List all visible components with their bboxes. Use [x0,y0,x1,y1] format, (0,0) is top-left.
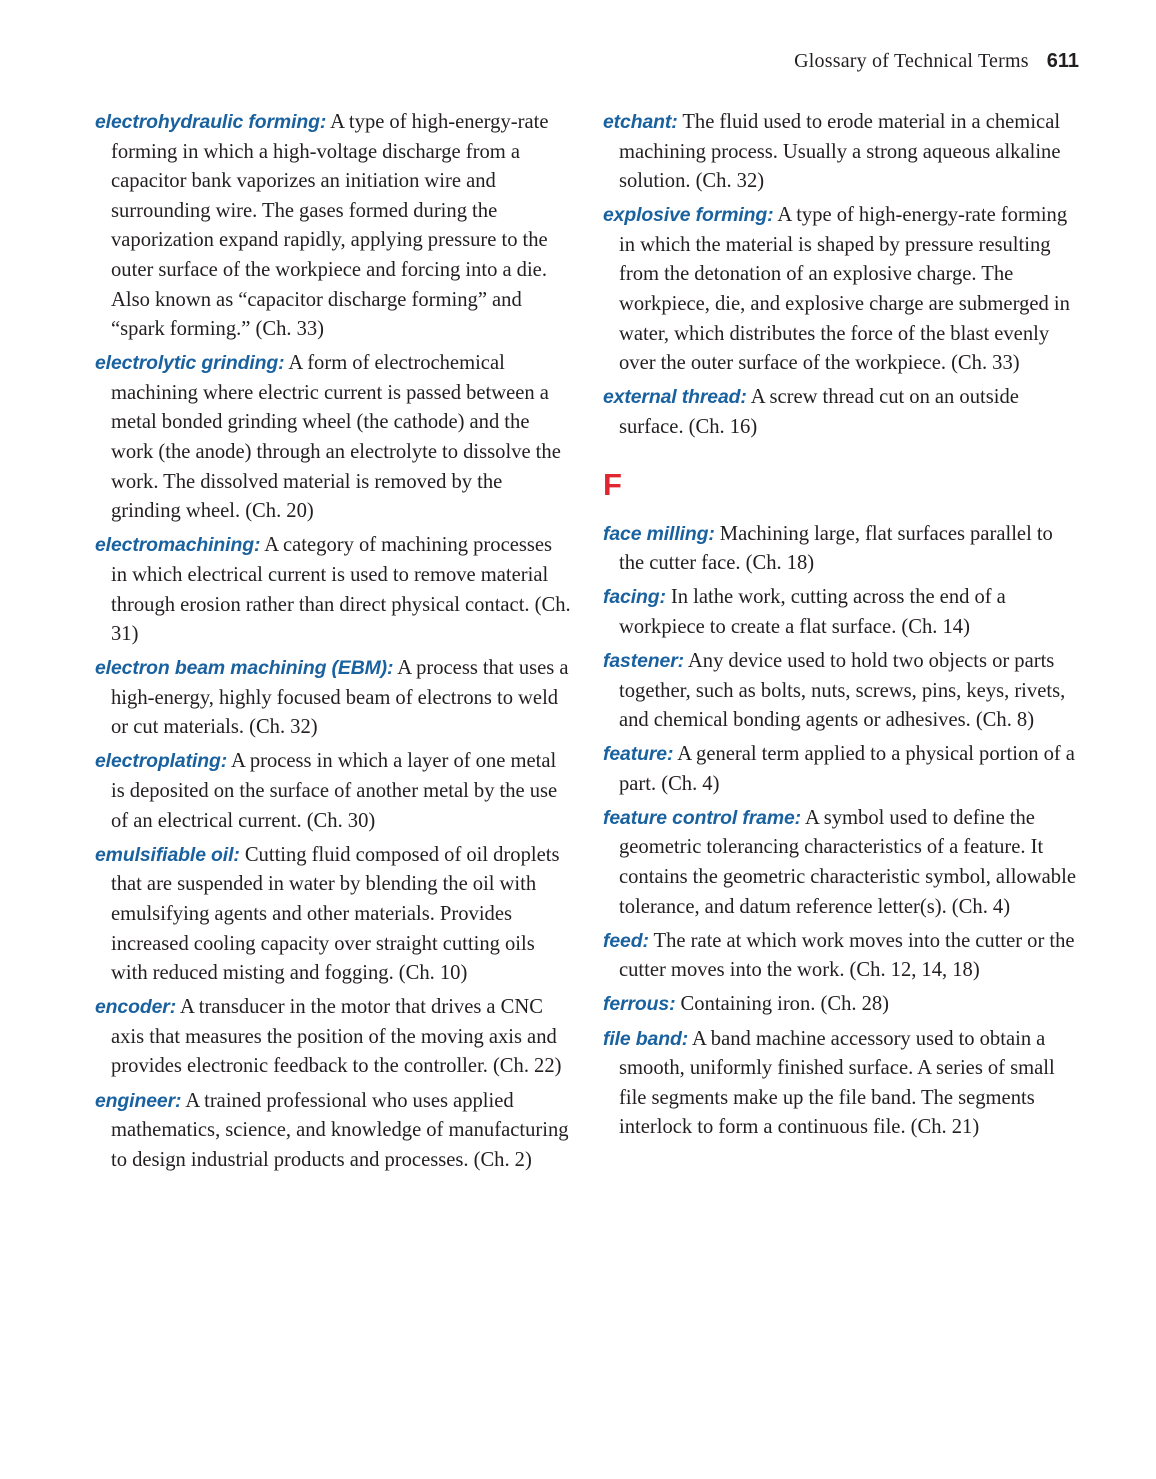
glossary-definition: A trained professional who uses applied mathematics, science, and knowledge of manufacturing to design industrial products and processes. (Ch. 2) [111,1089,569,1171]
glossary-definition: A transducer in the motor that drives a CNC axis that measures the position of the moving axis and provides electronic feedback to the controller. (Ch. 22) [111,996,562,1078]
glossary-definition: The fluid used to erode material in a chemical machining process. Usually a strong aqueous alkaline solution. (Ch. 32) [619,111,1061,193]
glossary-definition: A type of high-energy-rate forming in which a high-voltage discharge from a capacitor bank vaporizes an initiation wire and surrounding wire. The gases formed during the vaporization expand rapidly, applying pressure to the outer surface of the workpiece and forcing into a die. Also known as “capacitor discharge forming” and “spark forming.” (Ch. 33) [111,111,549,341]
glossary-definition: In lathe work, cutting across the end of a workpiece to create a flat surface. (Ch. 14) [619,586,1006,638]
glossary-entry [603,201,1081,379]
glossary-entry [603,990,1081,1020]
glossary-term: electromachining: [95,534,261,557]
glossary-definition: Any device used to hold two objects or parts together, such as bolts, nuts, screws, pins, keys, rivets, and chemical bonding agents or adhesives. (Ch. 8) [619,649,1066,732]
glossary-entry [603,583,1081,642]
glossary-definition: A form of electrochemical machining where electric current is passed between a metal bonded grinding wheel (the cathode) and the work (the anode) through an electrolyte to dissolve the work. The dissolved material is removed by the grinding wheel. (Ch. 20) [111,352,561,523]
glossary-entry [603,383,1081,442]
glossary-definition: A type of high-energy-rate forming in which the material is shaped by pressure resulting from the detonation of an explosive charge. The workpiece, die, and explosive charge are submerged in water, which distributes the force of the blast evenly over the outer surface of the workpiece. (Ch. 33) [619,204,1070,375]
glossary-entry [603,740,1081,799]
glossary-term: file band: [603,1027,689,1050]
running-head-title: Glossary of Technical Terms [794,50,1029,72]
glossary-entry [603,1025,1081,1143]
glossary-definition: A general term applied to a physical portion of a part. (Ch. 4) [619,743,1075,795]
glossary-term: feature: [603,743,674,766]
glossary-entry [603,804,1081,922]
glossary-term: engineer: [95,1089,182,1112]
glossary-definition: The rate at which work moves into the cutter or the cutter moves into the work. (Ch. 12, 14, 18) [619,929,1075,982]
glossary-definition: A band machine accessory used to obtain a smooth, uniformly finished surface. A series of small file segments make up the file band. The segments interlock to form a continuous file. (Ch. 21) [619,1027,1055,1139]
glossary-definition: Machining large, flat surfaces parallel to the cutter face. (Ch. 18) [619,522,1053,575]
glossary-term: ferrous: [603,993,676,1016]
glossary-definition: A process in which a layer of one metal is deposited on the surface of another metal by the use of an electrical current. (Ch. 30) [111,750,558,832]
glossary-columns [95,108,1080,1180]
letter-section-heading: F [603,466,622,502]
glossary-definition: Cutting fluid composed of oil droplets that are suspended in water by blending the oil with emulsifying agents and other materials. Provides increased cooling capacity over straight cutting oils with reduced misting and fogging. (Ch. 10) [111,843,560,985]
glossary-entry [95,747,573,836]
glossary-term: feature control frame: [603,806,802,829]
glossary-definition: Containing iron. (Ch. 28) [680,993,890,1016]
glossary-term: encoder: [95,996,177,1019]
glossary-entry [603,520,1081,579]
glossary-entry [95,993,573,1082]
glossary-definition: A symbol used to define the geometric tolerancing characteristics of a feature. It contains the geometric characteristic symbol, allowable tolerance, and datum reference letter(s). (Ch. 4) [619,806,1076,918]
glossary-term: face milling: [603,522,715,545]
glossary-term: emulsifiable oil: [95,843,240,866]
glossary-term: external thread: [603,386,747,409]
glossary-term: feed: [603,929,649,952]
glossary-term: facing: [603,586,666,609]
glossary-entry [603,108,1081,197]
glossary-entry [95,108,573,345]
glossary-term: electroplating: [95,750,228,773]
glossary-term: electron beam machining (EBM): [95,657,394,680]
glossary-entry [95,654,573,743]
right-column [603,108,1081,1180]
glossary-entry [603,927,1081,986]
glossary-term: fastener: [603,649,684,672]
glossary-definition: A screw thread cut on an outside surface. (Ch. 16) [619,386,1019,438]
glossary-term: electrolytic grinding: [95,352,285,375]
glossary-term: explosive forming: [603,204,774,227]
left-column [95,108,573,1180]
glossary-definition: A category of machining processes in which electrical current is used to remove material through erosion rather than direct physical contact. (Ch. 31) [111,534,571,646]
glossary-definition: A process that uses a high-energy, highly focused beam of electrons to weld or cut materials. (Ch. 32) [111,657,569,739]
page-number: 611 [1046,50,1079,72]
running-head [794,50,1079,73]
glossary-term: electrohydraulic forming: [95,111,327,133]
glossary-entry [95,841,573,989]
glossary-entry [95,1087,573,1176]
glossary-entry [95,531,573,649]
glossary-term: etchant: [603,111,678,133]
glossary-entry [603,647,1081,736]
glossary-entry [95,349,573,527]
